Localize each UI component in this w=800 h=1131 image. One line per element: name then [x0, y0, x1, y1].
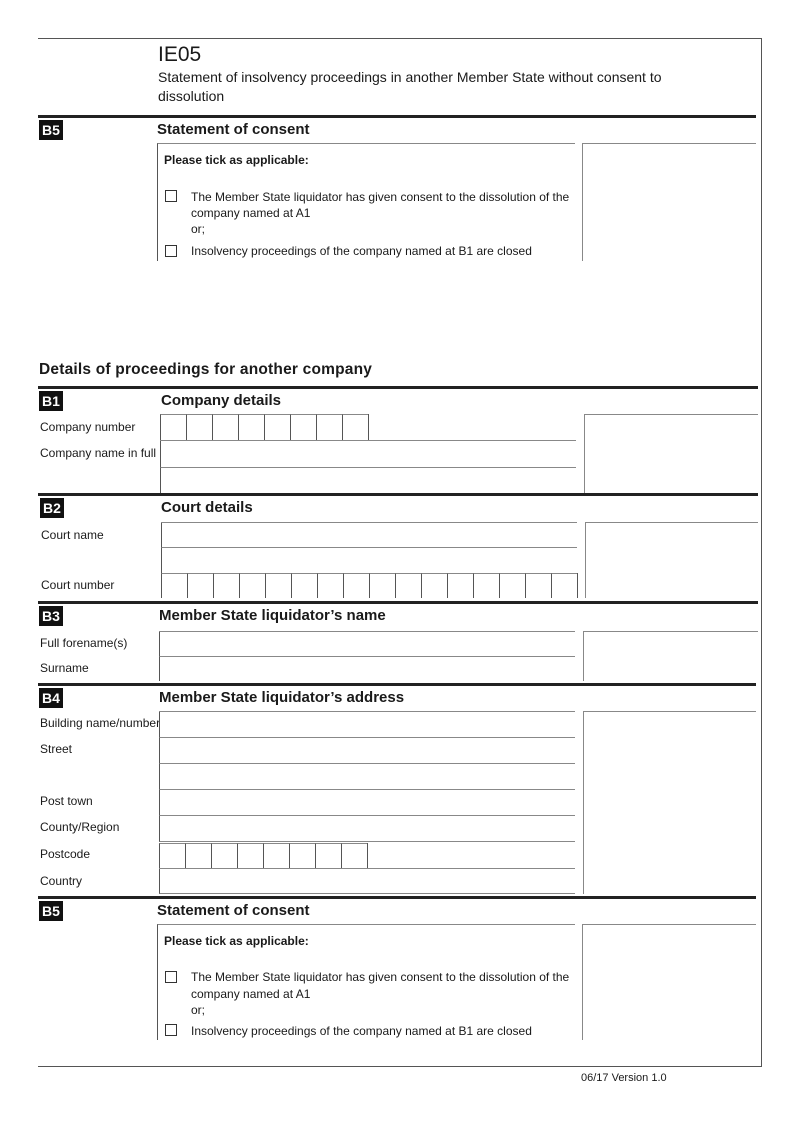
court-number-cell[interactable] — [473, 573, 499, 598]
guidance-panel — [583, 711, 756, 894]
consent-checkbox[interactable] — [165, 971, 177, 983]
section-badge: B5 — [39, 120, 63, 140]
court-number-cell[interactable] — [317, 573, 343, 598]
or-text: or; — [191, 222, 206, 236]
court-number-cell[interactable] — [525, 573, 551, 598]
consent-option-line1: The Member State liquidator has given consent to the dissolution of the — [191, 970, 570, 984]
court-number-cell[interactable] — [239, 573, 265, 598]
guidance-panel — [583, 631, 758, 681]
street-field-1[interactable] — [159, 738, 575, 764]
section-title: Member State liquidator’s address — [159, 689, 405, 706]
court-number-cell[interactable] — [187, 573, 213, 598]
guidance-panel — [582, 924, 756, 1040]
county-label: County/Region — [40, 820, 120, 834]
court-number-cell[interactable] — [343, 573, 369, 598]
guidance-panel — [584, 414, 758, 494]
closed-option: Insolvency proceedings of the company named at B1 are closed — [191, 1024, 532, 1038]
postcode-cell[interactable] — [211, 843, 237, 868]
page-right-rule — [761, 38, 762, 1066]
tick-instruction: Please tick as applicable: — [164, 153, 309, 167]
cell-end — [368, 414, 369, 440]
county-field[interactable] — [159, 816, 575, 842]
closed-option: Insolvency proceedings of the company named at B1 are closed — [191, 244, 532, 258]
company-number-cell[interactable] — [264, 414, 290, 440]
company-name-label: Company name in full — [40, 446, 157, 460]
court-number-cell[interactable] — [369, 573, 395, 598]
section-rule — [38, 386, 758, 389]
tick-instruction: Please tick as applicable: — [164, 934, 309, 948]
or-text: or; — [191, 1003, 206, 1017]
company-number-cell[interactable] — [238, 414, 264, 440]
court-number-cell[interactable] — [421, 573, 447, 598]
postcode-cell[interactable] — [315, 843, 341, 868]
building-label: Building name/number — [40, 716, 161, 730]
country-field[interactable] — [159, 869, 575, 894]
company-number-cell[interactable] — [342, 414, 368, 440]
section-rule — [38, 683, 756, 686]
street-field-2[interactable] — [159, 764, 575, 790]
consent-option-line2: company named at A1 — [191, 987, 311, 1001]
section-rule — [38, 115, 756, 118]
company-number-label: Company number — [40, 420, 136, 434]
consent-option-line2: company named at A1 — [191, 206, 311, 220]
closed-checkbox[interactable] — [165, 245, 177, 257]
postcode-cell[interactable] — [341, 843, 367, 868]
post-town-label: Post town — [40, 794, 93, 808]
building-field[interactable] — [159, 712, 575, 738]
company-number-cell[interactable] — [316, 414, 342, 440]
court-number-cell[interactable] — [551, 573, 577, 598]
company-name-field-1[interactable] — [160, 441, 576, 468]
country-label: Country — [40, 874, 83, 888]
court-number-cell[interactable] — [291, 573, 317, 598]
section-title: Member State liquidator’s name — [159, 607, 386, 624]
section-title: Statement of consent — [157, 121, 310, 138]
court-number-cell[interactable] — [395, 573, 421, 598]
form-title: Statement of insolvency proceedings in another Member State without consent to dissolution — [158, 69, 662, 104]
guidance-panel — [582, 143, 756, 261]
consent-checkbox[interactable] — [165, 190, 177, 202]
post-town-field[interactable] — [159, 790, 575, 816]
postcode-cell[interactable] — [237, 843, 263, 868]
court-number-label: Court number — [41, 578, 115, 592]
postcode-cell[interactable] — [185, 843, 211, 868]
company-name-field-2[interactable] — [160, 468, 576, 494]
surname-label: Surname — [40, 661, 89, 675]
page-top-rule — [38, 38, 762, 39]
court-name-field-1[interactable] — [161, 523, 577, 548]
court-number-cell[interactable] — [447, 573, 473, 598]
version-label: 06/17 Version 1.0 — [581, 1072, 667, 1084]
court-number-cell[interactable] — [265, 573, 291, 598]
street-label: Street — [40, 742, 73, 756]
page-bottom-rule — [38, 1066, 762, 1067]
consent-option-line1: The Member State liquidator has given consent to the dissolution of the — [191, 190, 570, 204]
court-name-label: Court name — [41, 528, 104, 542]
court-number-cell[interactable] — [499, 573, 525, 598]
section-badge: B1 — [39, 391, 63, 411]
surname-field[interactable] — [159, 657, 575, 681]
postcode-cell[interactable] — [263, 843, 289, 868]
section-badge: B3 — [39, 606, 63, 626]
section-title: Court details — [161, 499, 253, 516]
company-number-cell[interactable] — [212, 414, 238, 440]
company-number-cell[interactable] — [186, 414, 212, 440]
section-badge: B4 — [39, 688, 63, 708]
postcode-cell[interactable] — [289, 843, 315, 868]
closed-checkbox[interactable] — [165, 1024, 177, 1036]
cell-end — [367, 843, 368, 868]
section-rule — [38, 601, 758, 604]
section-badge: B5 — [39, 901, 63, 921]
form-code: IE05 — [158, 43, 202, 66]
court-name-field-2[interactable] — [161, 548, 577, 573]
section-title: Statement of consent — [157, 902, 310, 919]
company-number-cell[interactable] — [290, 414, 316, 440]
forenames-label: Full forename(s) — [40, 636, 128, 650]
section-title: Company details — [161, 392, 282, 409]
cell-end — [577, 573, 578, 598]
section-badge: B2 — [40, 498, 64, 518]
section-rule — [38, 896, 756, 899]
guidance-panel — [585, 522, 758, 598]
court-number-cell[interactable] — [161, 573, 187, 598]
postcode-label: Postcode — [40, 847, 91, 861]
forenames-field[interactable] — [159, 632, 575, 657]
company-number-cell[interactable] — [160, 414, 186, 440]
postcode-cell[interactable] — [159, 843, 185, 868]
other-company-heading: Details of proceedings for another company — [39, 361, 373, 378]
section-rule — [38, 493, 758, 496]
court-number-cell[interactable] — [213, 573, 239, 598]
